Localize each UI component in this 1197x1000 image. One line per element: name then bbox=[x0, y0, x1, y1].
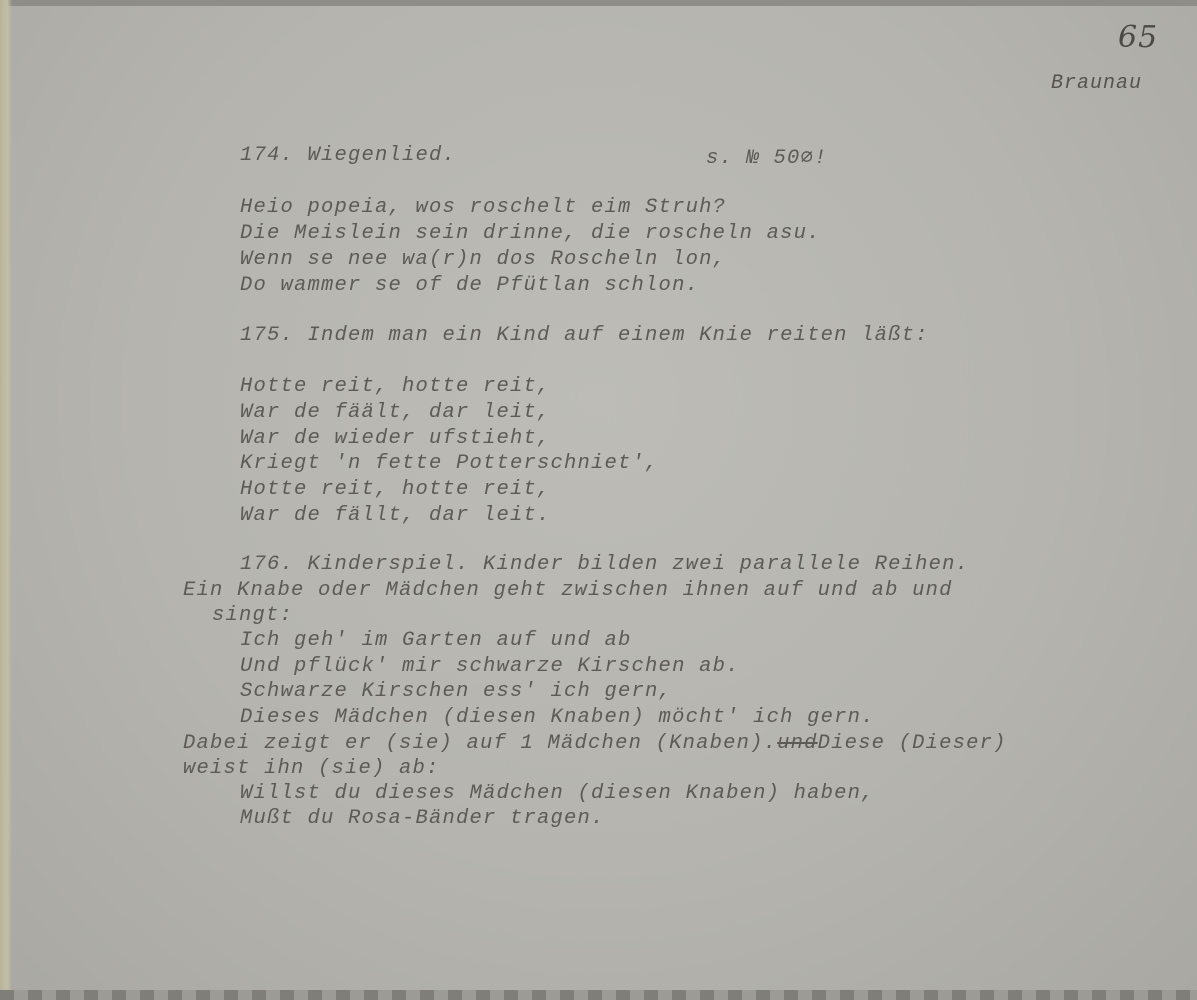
section-174-reference: s. № 50∅! bbox=[706, 147, 828, 170]
struck-word: und bbox=[777, 732, 818, 755]
text-line: Mußt du Rosa-Bänder tragen. bbox=[240, 807, 605, 830]
section-175-heading: 175. Indem man ein Kind auf einem Knie reiten läßt: bbox=[240, 324, 929, 347]
text-line: Ich geh' im Garten auf und ab bbox=[240, 629, 632, 652]
text-line: Kriegt 'n fette Potterschniet', bbox=[240, 452, 659, 475]
text-segment: Dabei zeigt er (sie) auf 1 Mädchen (Knaben). bbox=[183, 732, 778, 755]
section-176-heading: 176. Kinderspiel. Kinder bilden zwei parallele Reihen. bbox=[240, 553, 970, 576]
text-line: Do wammer se of de Pfütlan schlon. bbox=[240, 274, 700, 297]
text-line: Heio popeia, wos roschelt eim Struh? bbox=[240, 196, 727, 219]
scan-left-edge bbox=[0, 0, 12, 1000]
text-line: Schwarze Kirschen ess' ich gern, bbox=[240, 680, 673, 703]
text-line: War de wieder ufstieht, bbox=[240, 427, 551, 450]
text-line: weist ihn (sie) ab: bbox=[183, 757, 440, 780]
text-line: War de fällt, dar leit. bbox=[240, 504, 551, 527]
text-line: Wenn se nee wa(r)n dos Roscheln lon, bbox=[240, 248, 727, 271]
section-174-heading: 174. Wiegenlied. bbox=[240, 144, 457, 167]
text-line: Und pflück' mir schwarze Kirschen ab. bbox=[240, 655, 740, 678]
text-line-with-correction bbox=[183, 732, 1007, 755]
text-line: Dieses Mädchen (diesen Knaben) möcht' ich gern. bbox=[240, 706, 875, 729]
text-line: Hotte reit, hotte reit, bbox=[240, 375, 551, 398]
text-line: Willst du dieses Mädchen (diesen Knaben) haben, bbox=[240, 782, 875, 805]
page-number: 65 bbox=[1118, 20, 1159, 55]
text-line: Die Meislein sein drinne, die roscheln asu. bbox=[240, 222, 821, 245]
scan-bottom-edge bbox=[0, 990, 1197, 1000]
text-line: Ein Knabe oder Mädchen geht zwischen ihnen auf und ab und bbox=[183, 579, 953, 602]
text-line: War de fäält, dar leit, bbox=[240, 401, 551, 424]
text-line: singt: bbox=[212, 604, 294, 627]
text-line: Hotte reit, hotte reit, bbox=[240, 478, 551, 501]
place-name: Braunau bbox=[1051, 72, 1143, 95]
text-segment: Diese (Dieser) bbox=[817, 732, 1007, 755]
scan-top-edge bbox=[0, 0, 1197, 6]
